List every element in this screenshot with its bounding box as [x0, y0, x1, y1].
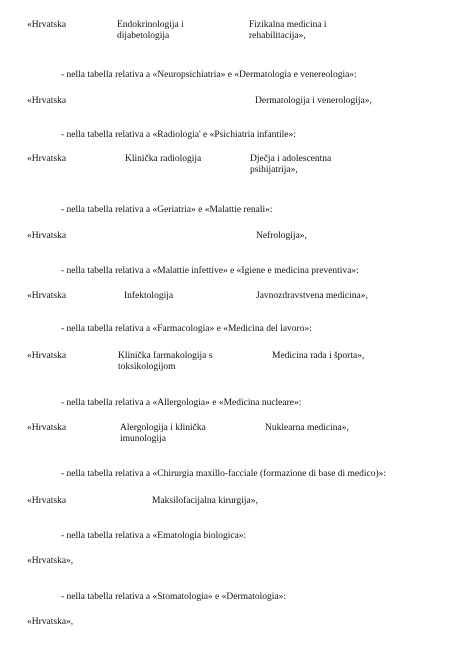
specialty-cell: rehabilitacija», — [249, 31, 306, 41]
specialty-cell: psihijatrija», — [250, 165, 298, 175]
specialty-cell: Klinička radiologija — [125, 154, 202, 164]
specialty-cell: Javnozdravstvena medicina», — [256, 291, 368, 301]
specialty-cell: toksikologijom — [118, 362, 176, 372]
specialty-cell: Maksilofacijalna kirurgija», — [152, 496, 258, 506]
specialty-cell: Alergologija i klinička — [120, 423, 206, 433]
specialty-cell: Infektologija — [124, 291, 174, 301]
specialty-cell: Klinička farmakologija s — [118, 351, 213, 361]
specialty-cell: imunologija — [120, 434, 166, 444]
specialty-cell: Fizikalna medicina i — [249, 20, 327, 30]
country-cell: «Hrvatska — [27, 231, 67, 241]
table-intro: - nella tabella relativa a «Allergologia» e «Medicina nucleare»: — [61, 398, 302, 408]
specialty-cell: Dječja i adolescentna — [250, 154, 332, 164]
table-intro: - nella tabella relativa a «Stomatologia» e «Dermatologia»: — [61, 592, 287, 602]
country-cell: «Hrvatska — [27, 96, 67, 106]
specialty-cell: dijabetologija — [117, 31, 170, 41]
specialty-cell: Endokrinologija i — [117, 20, 184, 30]
country-cell: «Hrvatska», — [27, 556, 74, 566]
country-cell: «Hrvatska — [27, 154, 67, 164]
table-intro: - nella tabella relativa a «Farmacologia» e «Medicina del lavoro»: — [61, 324, 312, 334]
country-cell: «Hrvatska — [27, 291, 67, 301]
country-cell: «Hrvatska — [27, 423, 67, 433]
country-cell: «Hrvatska — [27, 496, 67, 506]
specialty-cell: Nuklearna medicina», — [265, 423, 349, 433]
table-intro: - nella tabella relativa a «Ematologia biologica»: — [61, 531, 247, 541]
table-intro: - nella tabella relativa a «Neuropsichiatria» e «Dermatologia e venereologia»: — [61, 70, 357, 80]
country-cell: «Hrvatska — [27, 351, 67, 361]
specialty-cell: Medicina rada i športa», — [272, 351, 365, 361]
specialty-cell: Dermatologija i venerologija», — [255, 96, 372, 106]
table-intro: - nella tabella relativa a «Geriatria» e «Malattie renali»: — [61, 205, 273, 215]
specialty-cell: Nefrologija», — [256, 231, 307, 241]
table-intro: - nella tabella relativa a «Radiologia' e «Psichiatria infantile»: — [61, 130, 296, 140]
country-cell: «Hrvatska — [27, 20, 67, 30]
table-intro: - nella tabella relativa a «Malattie infettive» e «Igiene e medicina preventiva»: — [61, 266, 359, 276]
table-intro: - nella tabella relativa a «Chirurgia maxillo-facciale (formazione di base di medico)»: — [61, 469, 387, 479]
country-cell: «Hrvatska», — [27, 617, 74, 627]
